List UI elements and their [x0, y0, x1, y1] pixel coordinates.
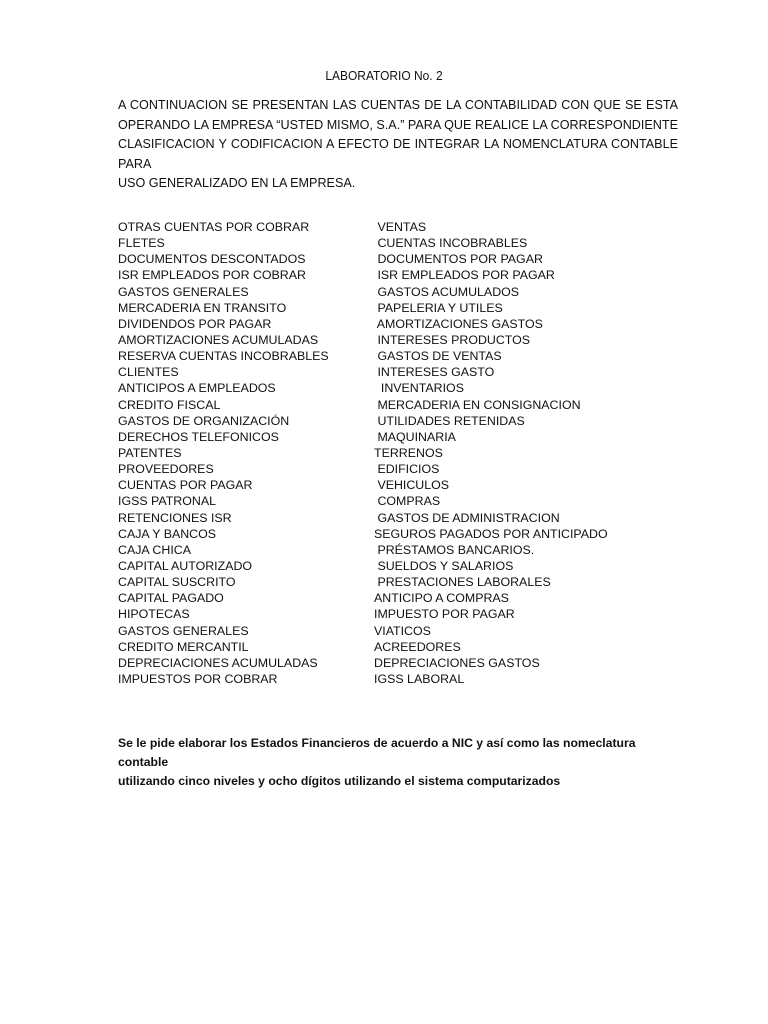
account-item: DOCUMENTOS DESCONTADOS	[118, 252, 306, 267]
account-item: CAJA Y BANCOS	[118, 526, 217, 541]
account-item: ANTICIPO A COMPRAS	[374, 591, 509, 606]
account-item: GASTOS DE VENTAS	[374, 349, 502, 364]
account-item: VIATICOS	[374, 623, 431, 638]
intro-line: USO GENERALIZADO EN LA EMPRESA.	[118, 176, 356, 190]
account-item: RETENCIONES ISR	[118, 510, 232, 525]
account-item: MERCADERIA EN TRANSITO	[118, 300, 287, 315]
account-item: UTILIDADES RETENIDAS	[374, 413, 525, 428]
account-item: CAPITAL PAGADO	[118, 591, 224, 606]
account-item: CAJA CHICA	[118, 542, 191, 557]
account-item: HIPOTECAS	[118, 607, 190, 622]
account-item: GASTOS ACUMULADOS	[374, 284, 520, 299]
account-item: GASTOS GENERALES	[118, 284, 249, 299]
account-item: AMORTIZACIONES GASTOS	[374, 316, 543, 331]
account-item: CUENTAS POR PAGAR	[118, 478, 253, 493]
account-item: DOCUMENTOS POR PAGAR	[374, 252, 543, 267]
account-item: MERCADERIA EN CONSIGNACION	[374, 397, 581, 412]
account-item: PRÉSTAMOS BANCARIOS.	[374, 542, 535, 557]
account-item: ANTICIPOS A EMPLEADOS	[118, 381, 276, 396]
account-item: DERECHOS TELEFONICOS	[118, 429, 279, 444]
account-item: INTERESES PRODUCTOS	[374, 332, 531, 347]
account-item: CAPITAL SUSCRITO	[118, 575, 236, 590]
task-instructions	[118, 734, 658, 791]
account-item: PAPELERIA Y UTILES	[374, 300, 503, 315]
account-item: INVENTARIOS	[374, 381, 464, 396]
account-item: CREDITO FISCAL	[118, 397, 221, 412]
account-item: OTRAS CUENTAS POR COBRAR	[118, 220, 310, 234]
account-item: GASTOS GENERALES	[118, 623, 249, 638]
account-item: CAPITAL AUTORIZADO	[118, 558, 253, 573]
intro-line: CLASIFICACION Y CODIFICACION A EFECTO DE INTEGRAR LA NOMENCLATURA CONTABLE PARA	[118, 137, 678, 171]
account-item: ACREEDORES	[374, 639, 461, 654]
intro-line: OPERANDO LA EMPRESA “USTED MISMO, S.A.” PARA QUE REALICE LA CORRESPONDIENTE	[118, 117, 678, 132]
account-item: VEHICULOS	[374, 478, 450, 493]
account-item: IGSS LABORAL	[374, 671, 465, 686]
account-item: IMPUESTOS POR COBRAR	[118, 671, 278, 686]
account-item: PRESTACIONES LABORALES	[374, 575, 551, 590]
account-item: MAQUINARIA	[374, 429, 456, 444]
account-item: INTERESES GASTO	[374, 365, 495, 380]
account-item: VENTAS	[374, 220, 427, 234]
account-item: CUENTAS INCOBRABLES	[374, 236, 528, 251]
account-item: IMPUESTO POR PAGAR	[374, 607, 515, 622]
accounts-left-column	[118, 219, 329, 687]
account-item: GASTOS DE ORGANIZACIÓN	[118, 413, 290, 428]
account-item: DEPRECIACIONES GASTOS	[374, 655, 540, 670]
account-item: AMORTIZACIONES ACUMULADAS	[118, 332, 319, 347]
account-item: SEGUROS PAGADOS POR ANTICIPADO	[374, 526, 608, 541]
intro-paragraph	[118, 96, 678, 190]
account-item: TERRENOS	[374, 445, 443, 460]
intro-line: A CONTINUACION SE PRESENTAN LAS CUENTAS DE LA CONTABILIDAD CON QUE SE ESTA	[118, 98, 678, 112]
accounts-right-column	[374, 219, 608, 687]
account-item: GASTOS DE ADMINISTRACION	[374, 510, 560, 525]
account-item: DIVIDENDOS POR PAGAR	[118, 316, 272, 331]
account-item: ISR EMPLEADOS POR COBRAR	[118, 268, 306, 283]
account-item: DEPRECIACIONES ACUMULADAS	[118, 655, 318, 670]
page-title: LABORATORIO No. 2	[325, 68, 443, 83]
account-item: SUELDOS Y SALARIOS	[374, 558, 514, 573]
account-item: ISR EMPLEADOS POR PAGAR	[374, 268, 555, 283]
account-item: COMPRAS	[374, 494, 441, 509]
account-item: FLETES	[118, 236, 165, 251]
account-item: CREDITO MERCANTIL	[118, 639, 249, 654]
account-item: EDIFICIOS	[374, 462, 440, 477]
account-item: IGSS PATRONAL	[118, 494, 216, 509]
account-item: CLIENTES	[118, 365, 179, 380]
task-line: Se le pide elaborar los Estados Financieros de acuerdo a NIC y así como las nomeclatura contable	[118, 736, 636, 769]
account-item: PROVEEDORES	[118, 462, 214, 477]
account-item: PATENTES	[118, 445, 182, 460]
task-line: utilizando cinco niveles y ocho dígitos utilizando el sistema computarizados	[118, 774, 561, 788]
account-item: RESERVA CUENTAS INCOBRABLES	[118, 349, 329, 364]
